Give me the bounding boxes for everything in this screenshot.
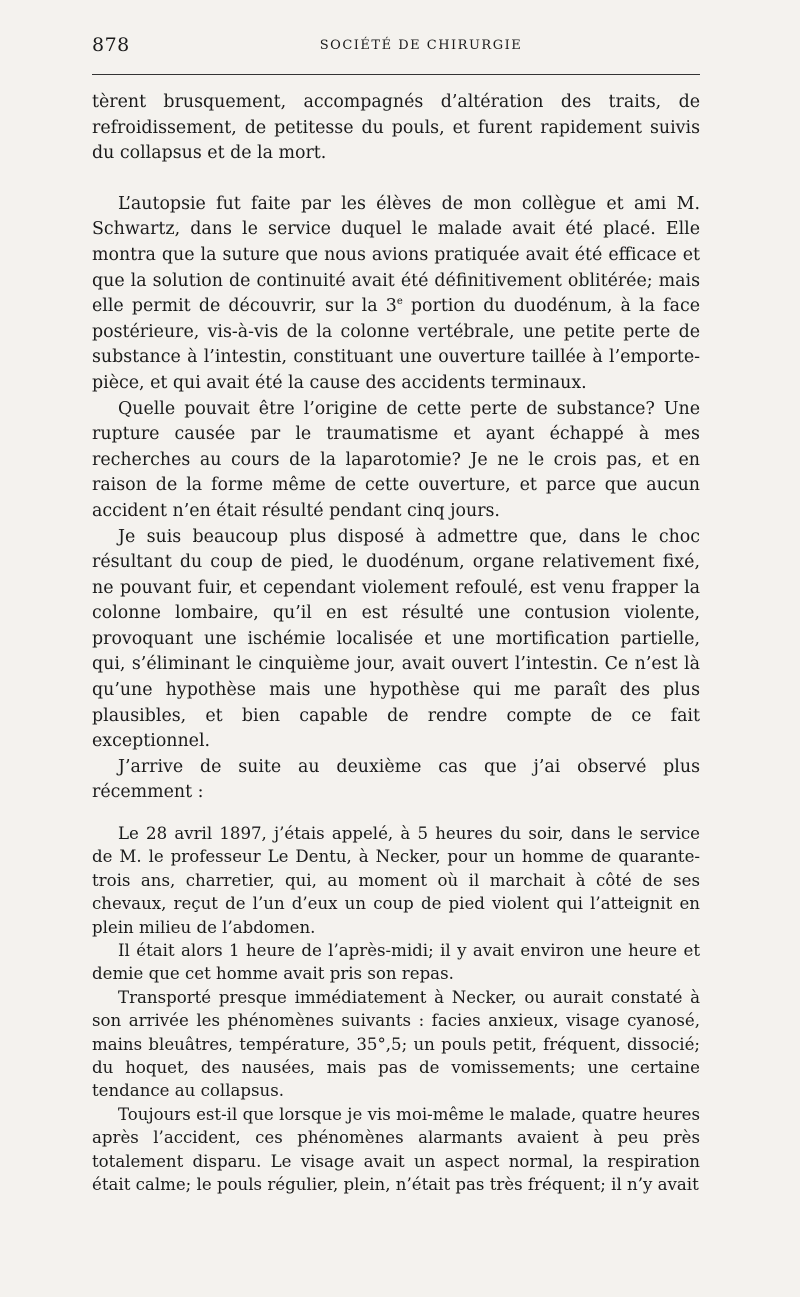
paragraph-3: Quelle pouvait être l’origine de cette perte de substance? Une rupture causée par le traumatisme et ayant échappé à mes recherches au cours de la laparotomie? Je ne le crois pas, et en raison de la forme même de cette ouverture, et parce que aucun accident n’en était résulté pendant cinq jours. xyxy=(92,398,700,521)
paragraph-2-part-b: portion du duodénum, à la face postérieure, vis-à-vis de la colonne vertébrale, une petite perte de substance à l’intestin, constituant une ouverture taillée à l’emporte-pièce, et qui avait été la cause des accidents terminaux. xyxy=(92,296,700,393)
header-rule xyxy=(92,74,700,75)
observation-paragraph-4: Toujours est-il que lorsque je vis moi-même le malade, quatre heures après l’accident, ces phénomènes alarmants avaient à peu près totalement disparu. Le visage avait un aspect normal, la respiration était calme; le pouls régulier, plein, n’était pas très fréquent; il n’y avait xyxy=(92,1104,700,1195)
paragraph-2 xyxy=(92,192,700,397)
running-head: SOCIÉTÉ DE CHIRURGIE xyxy=(319,38,523,53)
page-header xyxy=(92,34,700,66)
observation-paragraph-3: Transporté presque immédiatement à Necker, ou aurait constaté à son arrivée les phénomènes suivants : facies anxieux, visage cyanosé, mains bleuâtres, température, 35°,5; un pouls petit, fréquent, dissocié; du hoquet, des nausées, mais pas de vomissements; une certaine tendance au collapsus. xyxy=(92,987,700,1101)
paragraph-5: J’arrive de suite au deuxième cas que j’ai observé plus récemment : xyxy=(92,756,700,803)
paragraph-1: tèrent brusquement, accompagnés d’altération des traits, de refroidissement, de petitesse du pouls, et furent rapidement suivis du collapsus et de la mort. xyxy=(92,92,700,164)
paragraph-4: Je suis beaucoup plus disposé à admettre que, dans le choc résultant du coup de pied, le duodénum, organe relativement fixé, ne pouvant fuir, et cependant violement refoulé, est venu frapper la colonne lombaire, qu’il en est résulté une contusion violente, provoquant une ischémie localisée et une mortification partielle, qui, s’éliminant le cinquième jour, avait ouvert l’intestin. Ce n’est là qu’une hypothèse mais une hypothèse qui me paraît des plus plausibles, et bien capable de rendre compte de ce fait exceptionnel. xyxy=(92,526,700,752)
main-text xyxy=(92,90,700,806)
observation-paragraph-1: Le 28 avril 1897, j’étais appelé, à 5 heures du soir, dans le service de M. le professeur Le Dentu, à Necker, pour un homme de quarante-trois ans, charretier, qui, au moment où il marchait à côté de ses chevaux, reçut de l’un d’eux un coup de pied violent qui l’atteignit en plein milieu de l’abdomen. xyxy=(92,824,700,937)
observation-paragraph-2: Il était alors 1 heure de l’après-midi; il y avait environ une heure et demie que cet homme avait pris son repas. xyxy=(92,941,700,984)
observation-text xyxy=(92,822,700,1197)
page-number: 878 xyxy=(92,34,130,56)
paragraph-2-part-a: L’autopsie fut faite par les élèves de mon collègue et ami M. Schwartz, dans le service duquel le malade avait été placé. Elle montra que la suture que nous avions pratiquée avait été efficace et que la solution de continuité avait été définitivement oblitérée; mais elle permit de découvrir, sur la 3 xyxy=(92,193,700,317)
ordinal-superscript: e xyxy=(396,296,403,308)
